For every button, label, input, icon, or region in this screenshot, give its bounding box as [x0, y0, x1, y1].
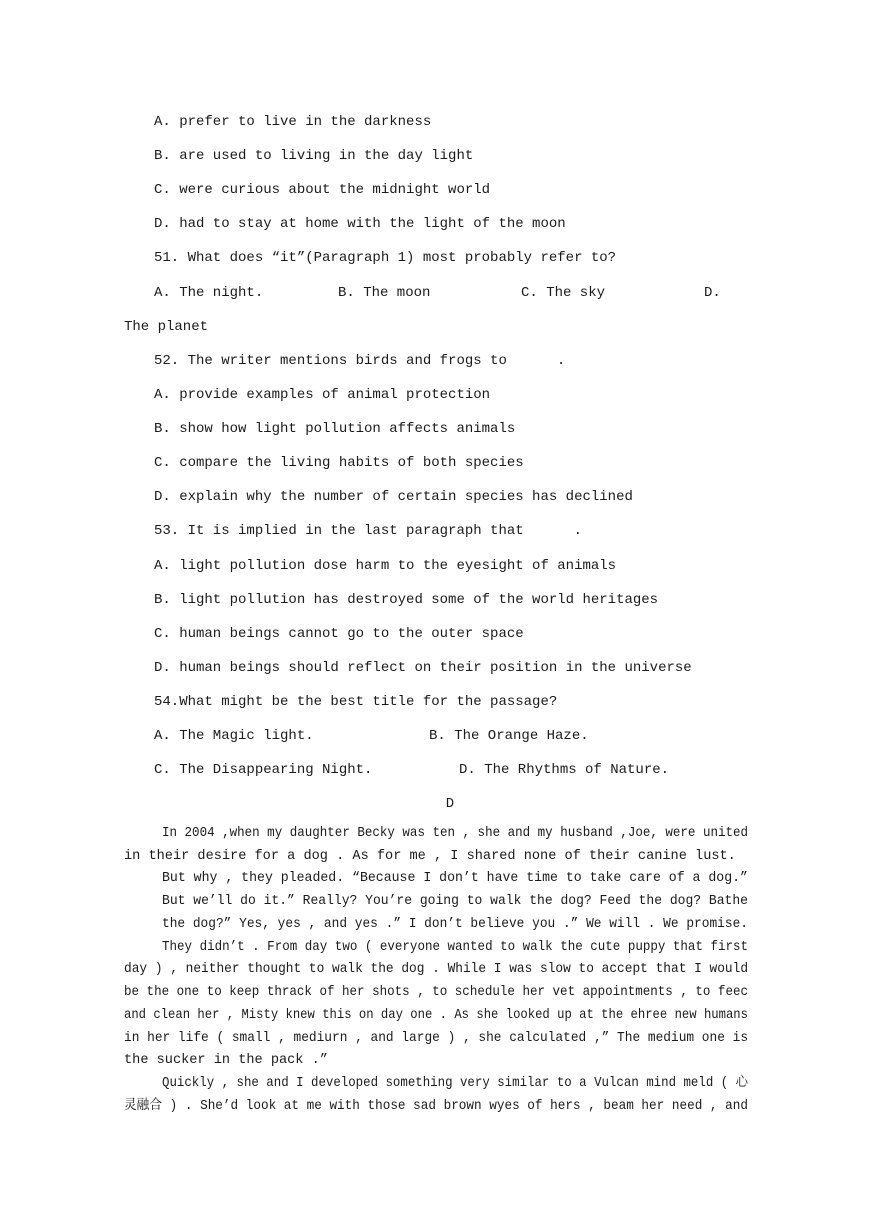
passage-p4-line5: in her life ( small , mediurn , and large ) , she calculated ,” The medium one is	[124, 1031, 749, 1046]
section-heading: D	[445, 796, 455, 812]
passage-p5-line1: Quickly , she and I developed something very similar to a Vulcan mind meld ( 心	[162, 1076, 749, 1091]
passage-p4-line1: They didn’t . From day two ( everyone wanted to walk the cute puppy that first	[162, 940, 749, 955]
passage-p4-line4: and clean her , Misty knew this on day one . As she looked up at the ehree new humans	[124, 1008, 748, 1023]
passage-p1-line2: in their desire for a dog . As for me , I shared none of their canine lust.	[124, 849, 736, 864]
q50-option-a: A. prefer to live in the darkness	[154, 114, 432, 130]
q53-stem	[154, 523, 582, 540]
q52-stem-text: 52. The writer mentions birds and frogs to	[154, 353, 507, 369]
q54-option-a: A. The Magic light.	[154, 728, 314, 744]
q51-stem: 51. What does “it”(Paragraph 1) most probably refer to?	[154, 250, 617, 266]
passage-p5-line2: 灵融合 ) . She’d look at me with those sad brown wyes of hers , beam her need , and	[124, 1099, 748, 1114]
q52-stem-end: .	[556, 353, 566, 369]
q53-stem-text: 53. It is implied in the last paragraph that	[154, 523, 524, 539]
q53-option-c: C. human beings cannot go to the outer space	[154, 626, 524, 642]
passage-p4-line6: the sucker in the pack .”	[124, 1053, 328, 1068]
passage-p3-line2: the dog?” Yes, yes , and yes .” I don’t believe you .” We will . We promise.	[162, 917, 749, 932]
passage-p4-line3: be the one to keep thrack of her shots , to schedule her vet appointments , to feec	[124, 985, 749, 1000]
q50-option-d: D. had to stay at home with the light of the moon	[154, 216, 566, 232]
q52-option-d: D. explain why the number of certain species has declined	[154, 489, 633, 505]
q52-option-b: B. show how light pollution affects animals	[154, 421, 516, 437]
q54-option-b: B. The Orange Haze.	[429, 728, 589, 744]
q51-option-c: C. The sky	[521, 285, 606, 301]
q52-option-a: A. provide examples of animal protection	[154, 387, 491, 403]
passage-p3-line1: But we’ll do it.” Really? You’re going to walk the dog? Feed the dog? Bathe	[162, 894, 749, 909]
q53-option-d: D. human beings should reflect on their position in the universe	[154, 660, 692, 676]
q52-stem	[154, 353, 565, 370]
q51-option-d-label: D.	[704, 285, 721, 301]
q54-option-c: C. The Disappearing Night.	[154, 762, 373, 778]
q51-option-a: A. The night.	[154, 285, 264, 301]
q53-stem-end: .	[573, 523, 583, 539]
passage-p4-line2: day ) , neither thought to walk the dog . While I was slow to accept that I would	[124, 962, 749, 977]
q50-option-c: C. were curious about the midnight world	[154, 182, 491, 198]
q54-option-d: D. The Rhythms of Nature.	[459, 762, 670, 778]
q53-option-b: B. light pollution has destroyed some of the world heritages	[154, 592, 659, 608]
passage-p1-line1: In 2004 ,when my daughter Becky was ten , she and my husband ,Joe, were united	[162, 826, 749, 841]
q53-option-a: A. light pollution dose harm to the eyesight of animals	[154, 558, 617, 574]
q51-option-d-text: The planet	[124, 319, 209, 335]
passage-p2: But why , they pleaded. “Because I don’t have time to take care of a dog.”	[162, 871, 748, 886]
q52-option-c: C. compare the living habits of both species	[154, 455, 524, 471]
q51-option-b: B. The moon	[338, 285, 431, 301]
q54-stem: 54.What might be the best title for the passage?	[154, 694, 558, 710]
q50-option-b: B. are used to living in the day light	[154, 148, 474, 164]
